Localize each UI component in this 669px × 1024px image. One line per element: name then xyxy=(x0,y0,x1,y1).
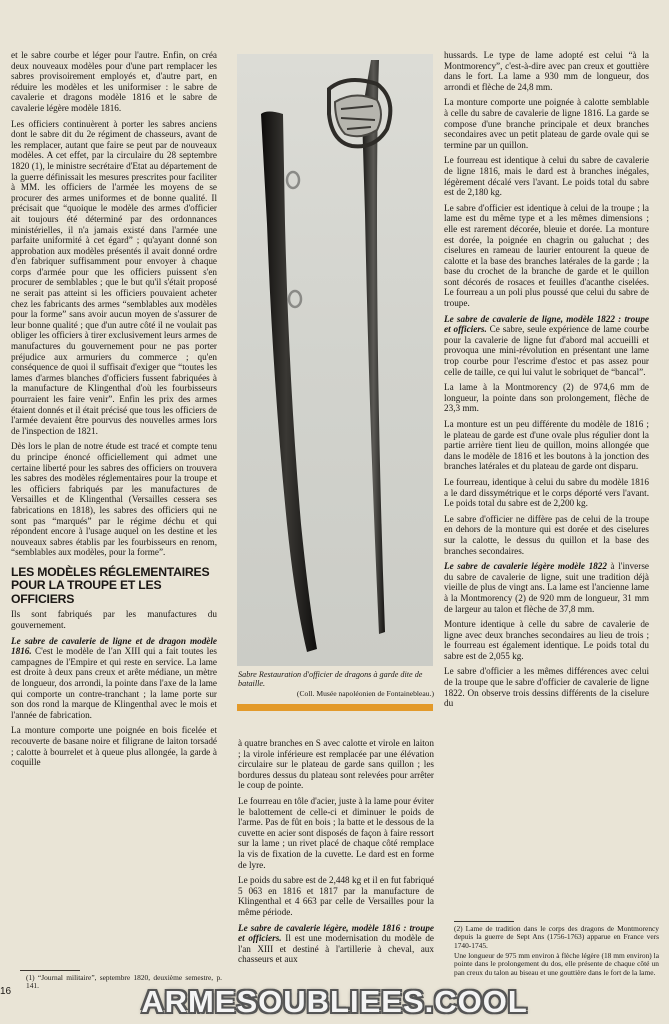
site-watermark: ARMESOUBLIEES.COOL xyxy=(141,984,528,1019)
paragraph: Le sabre d'officier ne diffère pas de celui de la troupe en dehors de la monture qui est dorée et des ciselures sur la calotte, le dessus du quillon et la base des branches secondaires. xyxy=(444,513,649,556)
paragraph: Ils sont fabriqués par les manufactures du gouvernement. xyxy=(11,609,217,630)
text-column-middle xyxy=(238,738,434,970)
text-column-left xyxy=(11,50,217,773)
caption-divider xyxy=(237,704,433,711)
scabbard-ring xyxy=(289,291,301,307)
paragraph: à quatre branches en S avec calotte et virole en laiton ; la virole inférieure est remplacée par une élévation circulaire sur le plateau de garde sans quillon ; les bordures dessus du plateau sont relevées pour arrêter le coup de pointe. xyxy=(238,738,434,791)
paragraph: Le fourreau en tôle d'acier, juste à la lame pour éviter le balottement de celle-ci et diminuer le poids de l'arme. Pas de fût en bois ; la batte et le dessous de la cuvette en acier sont disposés de façon à faire ressort sur la lame ; un rivet placé de chaque côté remplace la vis de fixation de la cuvette. Le dard est en forme de lyre. xyxy=(238,795,434,870)
subsection-title: Le sabre de cavalerie de ligne et de dragon modèle 1816. xyxy=(11,635,217,657)
footnote-rule xyxy=(20,970,80,971)
paragraph: hussards. Le type de lame adopté est celui “à la Montmorency”, c'est-à-dire avec pan creux et gouttière dans le fort. La lame a 930 mm de longueur, dos arrondi et flèche de 24,8 mm. xyxy=(444,50,649,92)
paragraph: La lame à la Montmorency (2) de 974,6 mm de longueur, la pointe dans son prolongement, flèche de 23,3 mm. xyxy=(444,382,649,414)
paragraph: La monture comporte une poignée en bois ficelée et recouverte de basane noire et filigrane de laiton torsadé ; calotte à bourrelet et à queue plus allongée, la garde à coquille xyxy=(11,725,217,768)
page-number: 16 xyxy=(0,986,12,997)
section-heading: LES MODÈLES RÉGLEMENTAIRES POUR LA TROUPE ET LES OFFICIERS xyxy=(11,564,210,606)
paragraph xyxy=(238,923,434,965)
paragraph: Le fourreau est identique à celui du sabre de cavalerie de ligne 1816, mais le dard est à branches inégales, légèrement décalé vers l'avant. Le poids total du sabre est de 2,180 kg. xyxy=(444,155,649,198)
footnote: Une longueur de 975 mm environ à flèche légère (18 mm environ) la pointe dans le prolongement du dos, elle présente de chaque côté un pan creux du talon au biseau et une gouttière dans le fort de la lame. xyxy=(454,951,659,977)
footnote: (2) Lame de tradition dans le corps des dragons de Montmorency depuis la guerre de Sept Ans (1756-1763) apparue en France vers 1740-1745. xyxy=(454,924,659,950)
paragraph-text: à l'inverse du sabre de cavalerie de ligne, suit une tradition déjà vieille de plus de vingt ans. La lame est l'ancienne lame à la Montmorency (2) de 920 mm de longueur, 31 mm de largeur au talon et flèche de 37,8 mm. xyxy=(444,561,649,614)
paragraph: Monture identique à celle du sabre de cavalerie de ligne avec deux branches secondaires au lieu de trois ; le fourreau est également identique. Le poids total du sabre est de 2,055 kg. xyxy=(444,619,649,661)
subsection-title: Le sabre de cavalerie légère, modèle 1816 : troupe et officiers. xyxy=(238,922,434,944)
paragraph: Le poids du sabre est de 2,448 kg et il en fut fabriqué 5 063 en 1816 et 1817 par la manufacture de Klingenthal et 4 663 par celle de Versailles pour la même période. xyxy=(238,875,434,917)
subsection-title: Le sabre de cavalerie de ligne, modèle 1822 : troupe et officiers. xyxy=(444,313,649,335)
paragraph: et le sabre courbe et léger pour l'autre. Enfin, on créa deux nouveaux modèles pour d'une part remplacer les sabres provisoirement employés et, d'autre part, en réduire les modèles et les uniformiser : le sabre de cavalerie et dragons modèle 1816 et le sabre de cavalerie légère modèle 1816. xyxy=(11,50,217,113)
caption-credit: (Coll. Musée napoléonien de Fontainebleau.) xyxy=(296,688,434,698)
paragraph: Les officiers continuèrent à porter les sabres anciens dont le sabre dit du 2e régiment de chasseurs, avant de les remplacer, autant que faire se peut par de nouveaux modèles. A cet effet, par la circulaire du 28 septembre 1820 (1), le ministre secrétaire d'Etat au département de la guerre définissait les mesures prescrites pour faciliter à MM. les officiers de l'armée les moyens de se procurer des armes uniformes et de bonne qualité. Il précisait que “quoique le modèle des armes d'officier ait toujours été déterminé par des ordonnances ministérielles, il n'a jamais existé dans l'armée une parfaite uniformité à cet égard” ; qu'ayant donné son approbation aux modèles présentés il avait donné ordre d'en fabriquer suffisamment pour envoyer à chaque corps d'armée pour que les officiers puissent s'en procurer de semblables ; que le but qu'il s'était proposé ne serait pas atteint si les officiers pouvaient acheter chez les fabricants des armes “semblables aux modèles pour la forme” sans avoir aucun moyen de s'assurer de leur bonne qualité ; que d'un autre côté il ne voulait pas obliger les officiers à tirer exclusivement leurs armes de manufactures du gouvernement pour ne pas porter préjudice aux armuriers du commerce ; qu'en conséquence de quoi il suffisait d'exiger que “toutes les lames d'armes blanches d'officiers fussent fabriquées à la manufacture de Klingenthal d'où les fourbisseurs pourraient les faire venir”. Enfin les prix des armes étaient donnés et il était précisé que tous les officiers de l'armée devaient être pourvus des nouvelles armes lors de l'inspection de 1821. xyxy=(11,118,217,436)
paragraph: La monture comporte une poignée à calotte semblable à celle du sabre de cavalerie de ligne 1816. La garde se compose d'une branche principale et deux branches secondaires avec un petit plateau de garde ovale qui se termine par un quillon. xyxy=(444,97,649,150)
figure-caption xyxy=(238,670,434,698)
paragraph: La monture est un peu différente du modèle de 1816 ; le plateau de garde est d'une ovale plus régulier dont la partie arrière tient lieu de quillon, moins allongée que dans le modèle de 1816 et les boutons à la jonction des branches latérales et du plateau de garde ont disparu. xyxy=(444,419,649,472)
scabbard-shape xyxy=(261,112,317,653)
scabbard-ring xyxy=(287,172,299,188)
paragraph xyxy=(444,561,649,614)
text-column-right xyxy=(444,50,649,714)
paragraph-text: C'est le modèle de l'an XIII qui a fait toutes les campagnes de l'Empire et qui reste en service. La lame est droite à deux pans creux et arête médiane, un mètre de longueur, dos arrondi, la pointe dans l'axe de la lame qui comporte un contre-tranchant ; la lame porte sur son dos rond la marque de Klingenthal avec le mois et l'année de fabrication. xyxy=(11,646,217,720)
sabre-photo xyxy=(237,54,433,666)
guard-basket xyxy=(335,95,381,136)
paragraph: Dès lors le plan de notre étude est tracé et compte tenu du principe énoncé officiellement qui admet une certaine liberté pour les sabres des officiers on trouvera les sabres des modèles réglementaires pour la troupe et les officiers fabriqués par les manufactures de Versailles et de Klingenthal (Versailles cessera ses fabrications en 1818), les sabres des officiers qui ne sont pas “marqués” par le régime déchu et qui répondent encore à l'usage auquel on les destine et les nouveaux sabres établis par les fourbisseurs en renom, “semblables aux modèles, pour la forme”. xyxy=(11,441,217,558)
paragraph: Le fourreau, identique à celui du sabre du modèle 1816 a le dard dissymétrique et le corps déporté vers l'avant. Le poids total du sabre est de 2,200 kg. xyxy=(444,476,649,509)
footnote: (1) “Journal militaire”, septembre 1820, deuxième semestre, p. 141. xyxy=(26,973,222,991)
paragraph: Le sabre d'officier est identique à celui de la troupe ; la lame est du même type et a les mêmes dimensions ; elle est rarement décorée, bleuie et dorée. La monture est dorée, la poignée en chagrin ou galuchat ; des ciselures en rameau de laurier entourent la queue de calotte et la base des branches latérales de la garde ; la base du crochet de la branche de garde et le quillon sont décorés de rosaces et feuilles d'acanthe ciselées. Le fourreau a un poli plus poussé que celui du sabre de troupe. xyxy=(444,202,649,309)
footnote-rule xyxy=(454,921,514,922)
subsection-title: Le sabre de cavalerie légère modèle 1822 xyxy=(444,561,607,572)
paragraph: Le sabre d'officier a les mêmes différences avec celui de la troupe que le sabre d'officier de cavalerie de ligne 1822. On observe trois dessins différents de la ciselure du xyxy=(444,666,649,709)
paragraph xyxy=(444,314,649,378)
caption-text: Sabre Restauration d'officier de dragons à garde dite de bataille. xyxy=(238,670,423,689)
sabre-illustration xyxy=(237,54,433,666)
paragraph-text: Ce sabre, seule expérience de lame courbe pour la cavalerie de ligne fut d'abord mal accueilli et provoqua une mini-révolution en présentant une lame trop courbe pour l'escrime d'estoc et pas assez pour celle de taille, ce qui lui valut le sobriquet de “bancal”. xyxy=(444,324,649,377)
paragraph-text: Il est une modernisation du modèle de l'an XIII et destiné à l'artillerie à cheval, aux chasseurs et aux xyxy=(238,933,434,965)
paragraph xyxy=(11,636,217,721)
